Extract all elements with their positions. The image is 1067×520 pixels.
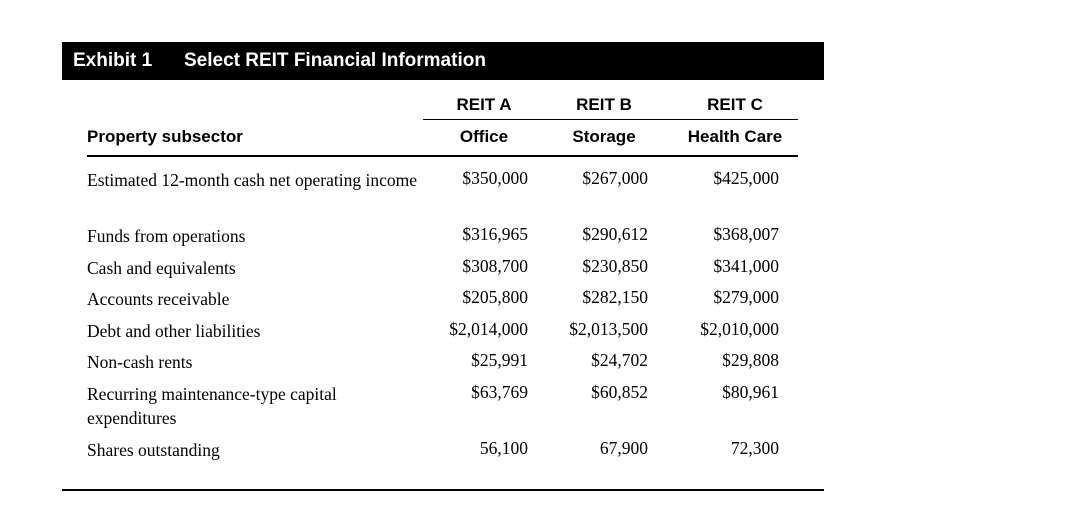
cell-reit-a: 56,100 [479, 438, 528, 458]
cell-reit-b: $230,850 [582, 256, 648, 276]
exhibit-title: Select REIT Financial Information [184, 50, 486, 71]
cell-reit-a: $2,014,000 [449, 319, 528, 339]
row-label: Debt and other liabilities [87, 321, 261, 341]
cell-reit-b: $290,612 [582, 224, 648, 244]
cell-reit-b: $282,150 [582, 287, 648, 307]
cell-reit-a: $25,991 [471, 350, 528, 370]
cell-reit-c: $80,961 [722, 382, 779, 402]
cell-reit-b: $2,013,500 [569, 319, 648, 339]
column-header-reit-a: REIT A [456, 95, 512, 114]
cell-reit-b: $24,702 [591, 350, 648, 370]
cell-reit-c: 72,300 [730, 438, 779, 458]
cell-reit-a: $205,800 [462, 287, 528, 307]
subsector-reit-c: Health Care [687, 127, 783, 146]
row-label: Funds from operations [87, 226, 246, 246]
cell-reit-c: $368,007 [713, 224, 779, 244]
exhibit-bottom-rule [62, 489, 824, 491]
exhibit-title-bar [62, 42, 824, 80]
row-label: Estimated 12-month cash net operating income [87, 170, 417, 190]
row-label: Non-cash rents [87, 352, 193, 372]
cell-reit-b: 67,900 [599, 438, 648, 458]
row-label: Cash and equivalents [87, 258, 236, 278]
row-label: Recurring maintenance-type capital expenditures [87, 384, 337, 428]
column-header-reit-b: REIT B [576, 95, 632, 114]
column-header-rule [423, 119, 798, 120]
cell-reit-a: $308,700 [462, 256, 528, 276]
cell-reit-a: $316,965 [462, 224, 528, 244]
subsector-reit-a: Office [459, 127, 509, 146]
exhibit-number: Exhibit 1 [73, 50, 153, 71]
row-label: Accounts receivable [87, 289, 230, 309]
column-header-reit-c: REIT C [707, 95, 763, 114]
cell-reit-a: $350,000 [462, 168, 528, 188]
cell-reit-b: $60,852 [591, 382, 648, 402]
row-label: Shares outstanding [87, 440, 220, 460]
subsector-reit-b: Storage [572, 127, 636, 146]
row-header-property-subsector: Property subsector [87, 127, 243, 146]
cell-reit-c: $2,010,000 [700, 319, 779, 339]
header-bottom-rule [87, 155, 798, 157]
cell-reit-c: $29,808 [722, 350, 779, 370]
cell-reit-a: $63,769 [471, 382, 528, 402]
cell-reit-c: $279,000 [713, 287, 779, 307]
cell-reit-c: $425,000 [713, 168, 779, 188]
cell-reit-b: $267,000 [582, 168, 648, 188]
cell-reit-c: $341,000 [713, 256, 779, 276]
